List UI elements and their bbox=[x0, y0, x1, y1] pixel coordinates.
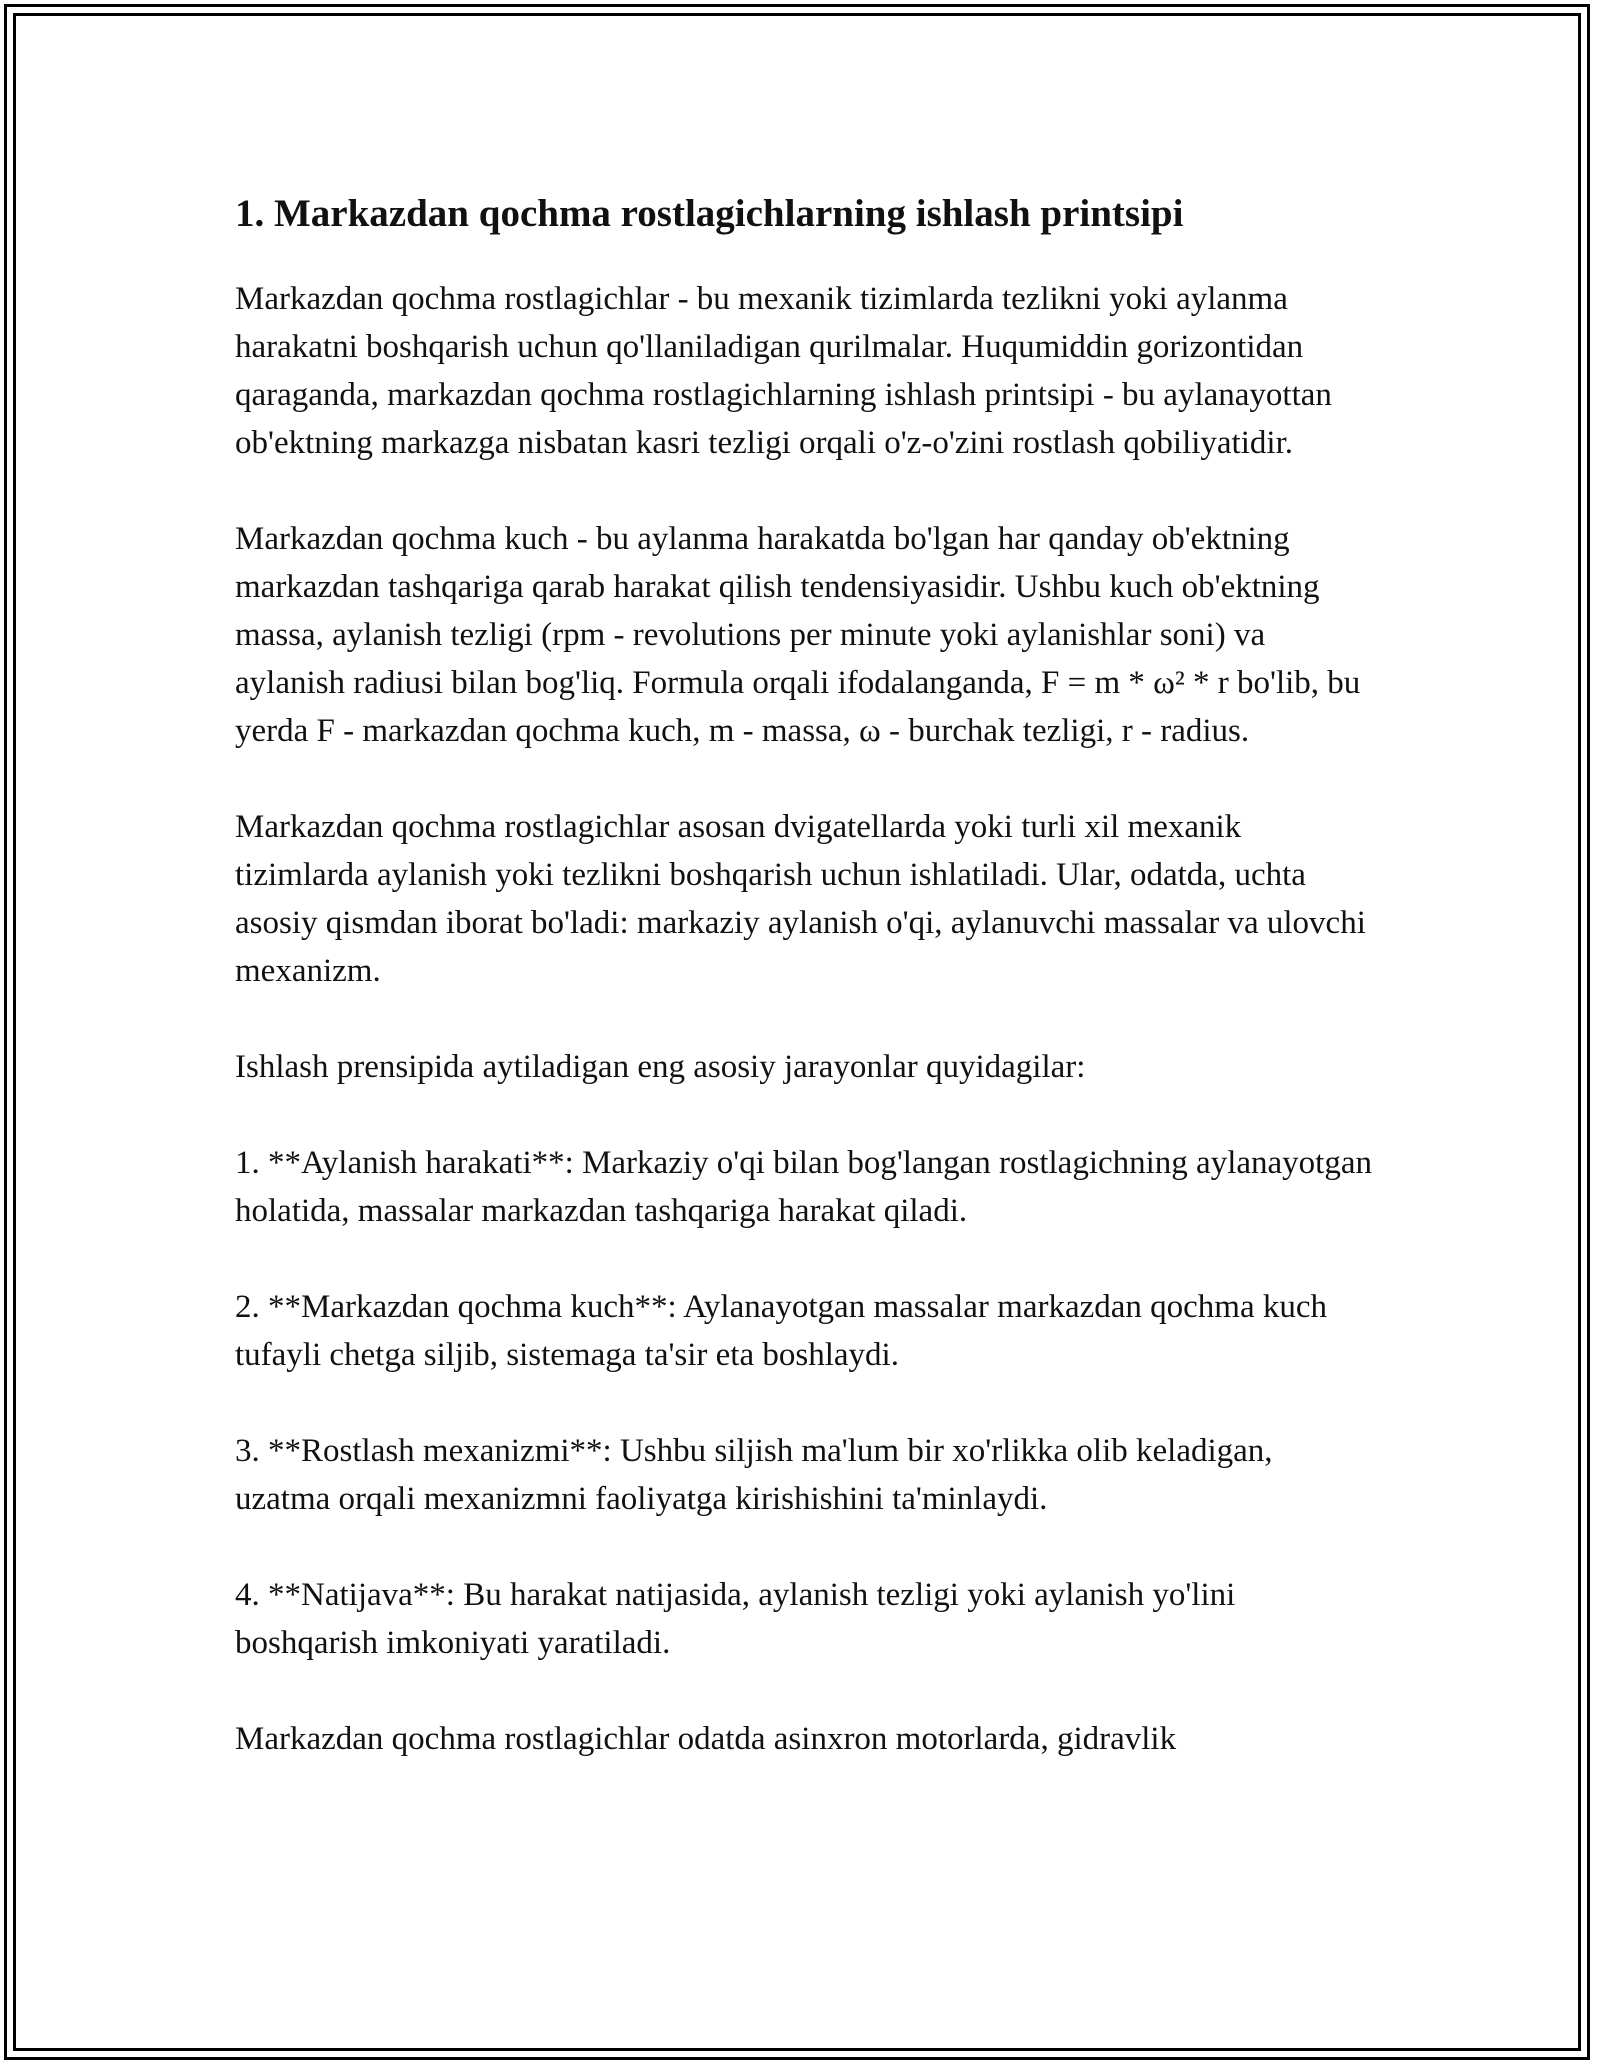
paragraph-usage: Markazdan qochma rostlagichlar asosan dvigatellarda yoki turli xil mexanik tizimlarda aylanish yoki tezlikni boshqarish uchun ishlatiladi. Ular, odatda, uchta asosiy qismdan iborat bo'ladi: markaziy aylanish o'qi, aylanuvchi massalar va ulovchi mexanizm. bbox=[235, 809, 1366, 989]
document-page bbox=[235, 187, 1375, 1811]
list-item-rotation: 1. **Aylanish harakati**: Markaziy o'qi bilan bog'langan rostlagichning aylanayotgan holatida, massalar markazdan tashqariga harakat qiladi. bbox=[235, 1145, 1372, 1229]
list-item-result: 4. **Natijava**: Bu harakat natijasida, aylanish tezligi yoki aylanish yo'lini boshqarish imkoniyati yaratiladi. bbox=[235, 1577, 1236, 1661]
list-item-regulation-mechanism: 3. **Rostlash mexanizmi**: Ushbu siljish ma'lum bir xo'rlikka olib keladigan, uzatma orqali mexanizmni faoliyatga kirishishini ta'minlaydi. bbox=[235, 1433, 1273, 1517]
document-title: 1. Markazdan qochma rostlagichlarning ishlash printsipi bbox=[235, 192, 1184, 235]
paragraph-intro: Markazdan qochma rostlagichlar - bu mexanik tizimlarda tezlikni yoki aylanma harakatni boshqarish uchun qo'llaniladigan qurilmalar. Huqumiddin gorizontidan qaraganda, markazdan qochma rostlagichlarning ishlash printsipi - bu aylanayottan ob'ektning markazga nisbatan kasri tezligi orqali o'z-o'zini rostlash qobiliyatidir. bbox=[235, 281, 1332, 461]
paragraph-process-intro: Ishlash prensipida aytiladigan eng asosiy jarayonlar quyidagilar: bbox=[235, 1049, 1086, 1085]
list-item-centrifugal-force: 2. **Markazdan qochma kuch**: Aylanayotgan massalar markazdan qochma kuch tufayli chetga siljib, sistemaga ta'sir eta boshlaydi. bbox=[235, 1289, 1328, 1373]
paragraph-closing: Markazdan qochma rostlagichlar odatda asinxron motorlarda, gidravlik bbox=[235, 1721, 1177, 1757]
paragraph-centrifugal-force: Markazdan qochma kuch - bu aylanma harakatda bo'lgan har qanday ob'ektning markazdan tashqariga qarab harakat qilish tendensiyasidir. Ushbu kuch ob'ektning massa, aylanish tezligi (rpm - revolutions per minute yoki aylanishlar soni) va aylanish radiusi bilan bog'liq. Formula orqali ifodalanganda, F = m * ω² * r bo'lib, bu yerda F - markazdan qochma kuch, m - massa, ω - burchak tezligi, r - radius. bbox=[235, 521, 1361, 749]
